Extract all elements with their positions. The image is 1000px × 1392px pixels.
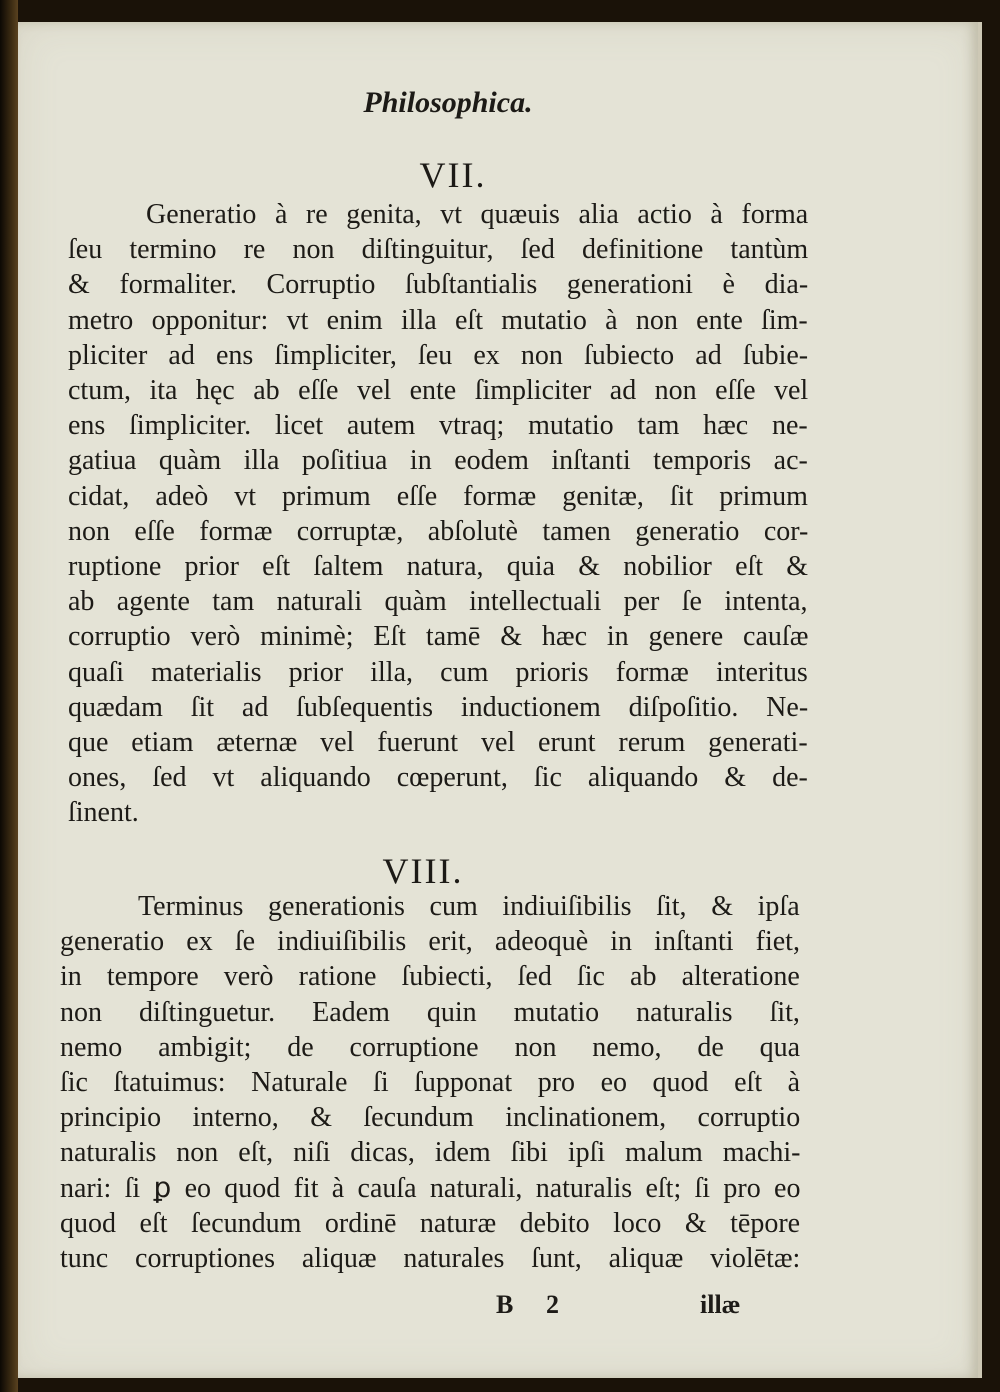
text-line: non diſtinguetur. Eadem quin mutatio naturalis ſit,	[60, 996, 800, 1028]
text-line: quædam ſit ad ſubſequentis inductionem diſpoſitio. Ne-	[68, 691, 809, 723]
text-line: quod eſt ſecundum ordinē naturæ debito loco & tēpore	[60, 1207, 801, 1239]
running-head: Philosophica.	[363, 86, 533, 119]
text-line: ctum, ita hęc ab eſſe vel ente ſimpliciter ad non eſſe vel	[68, 375, 809, 406]
text-line: naturalis non eſt, niſi dicas, idem ſibi ipſi malum machi-	[60, 1137, 801, 1169]
text-line: principio interno, & ſecundum inclinationem, corruptio	[60, 1102, 801, 1134]
text-line: ſinent.	[68, 797, 139, 829]
text-line: nari: ſi ꝑ eo quod fit à cauſa naturali, naturalis eſt; ſi pro eo	[60, 1172, 801, 1204]
signature-number: 2	[546, 1290, 559, 1319]
text-line: generatio ex ſe indiuiſibilis erit, adeoquè in inſtanti fiet,	[60, 926, 800, 958]
text-line: corruptio verò minimè; Eſt tamē & hæc in genere cauſæ	[68, 621, 809, 653]
text-line: non eſſe formæ corruptæ, abſolutè tamen generatio cor-	[68, 515, 809, 547]
section-number-viii: VIII.	[382, 851, 464, 891]
text-line: ſeu termino re non diſtinguitur, ſed definitione tantùm	[68, 234, 809, 266]
text-line: gatiua quàm illa poſitiua in eodem inſtanti temporis ac-	[68, 445, 808, 477]
text-line: ruptione prior eſt ſaltem natura, quia & nobilior eſt &	[68, 551, 809, 582]
signature-mark: B	[496, 1290, 514, 1319]
text-line: in tempore verò ratione ſubiecti, ſed ſic ab alteratione	[60, 961, 800, 993]
text-line: Generatio à re genita, vt quæuis alia actio à forma	[146, 199, 809, 230]
book-spine-edge	[0, 0, 18, 1392]
text-line: cidat, adeò vt primum eſſe formæ genitæ, ſit primum	[68, 480, 808, 512]
book-page	[18, 22, 982, 1378]
text-line: ab agente tam naturali quàm intellectuali per ſe intenta,	[68, 586, 808, 618]
text-line: metro opponitur: vt enim illa eſt mutatio à non ente ſim-	[68, 304, 808, 336]
text-line: ens ſimpliciter. licet autem vtraq; mutatio tam hæc ne-	[68, 410, 808, 442]
text-line: tunc corruptiones aliquæ naturales ſunt, aliquæ violētæ:	[60, 1243, 801, 1274]
text-line: ones, ſed vt aliquando cœperunt, ſic aliquando & de-	[68, 762, 808, 794]
text-line: pliciter ad ens ſimpliciter, ſeu ex non ſubiecto ad ſubie-	[68, 339, 809, 371]
text-line: Terminus generationis cum indiuiſibilis ſit, & ipſa	[138, 891, 800, 922]
text-line: nemo ambigit; de corruptione non nemo, de qua	[60, 1031, 801, 1063]
text-line: que etiam æternæ vel fuerunt vel erunt rerum generati-	[68, 727, 808, 758]
section-number-vii: VII.	[419, 155, 487, 195]
text-line: & formaliter. Corruptio ſubſtantialis generationi è dia-	[68, 269, 809, 301]
text-line: quaſi materialis prior illa, cum prioris formæ interitus	[68, 656, 808, 688]
text-line: ſic ſtatuimus: Naturale ſi ſupponat pro eo quod eſt à	[60, 1067, 801, 1098]
catchword: illæ	[700, 1290, 741, 1319]
